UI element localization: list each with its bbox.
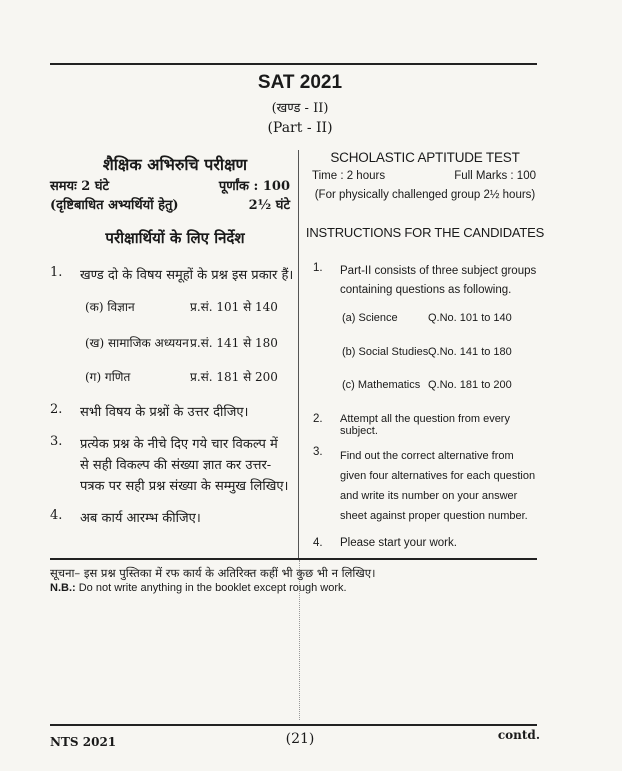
right-item-num: 2. — [313, 413, 323, 425]
right-item-num: 3. — [313, 446, 323, 458]
section-english: (Part - II) — [267, 120, 333, 136]
right-instr-heading: INSTRUCTIONS FOR THE CANDIDATES — [305, 225, 545, 240]
left-subject-range: प्र.सं. 181 से 200 — [190, 370, 278, 384]
left-subject-range: प्र.सं. 141 से 180 — [190, 336, 278, 350]
right-marks: Full Marks : 100 — [454, 170, 536, 182]
right-subject-name: (b) Social Studies — [342, 346, 429, 358]
right-item-text: Part-II consists of three subject groups containing questions as following. — [340, 265, 537, 296]
left-item-num: 3. — [50, 434, 63, 449]
right-item-text: Please start your work. — [340, 537, 457, 549]
left-heading: शैक्षिक अभिरुचि परीक्षण — [102, 155, 248, 174]
left-subject-name: (ग) गणित — [85, 370, 131, 384]
right-subject-range: Q.No. 181 to 200 — [428, 379, 512, 391]
footer-right: contd. — [497, 728, 540, 742]
page-title: SAT 2021 — [257, 72, 343, 93]
left-subject-name: (ख) सामाजिक अध्ययन — [85, 336, 189, 350]
right-item-text: Attempt all the question from every subject. — [340, 413, 510, 437]
right-item-num: 1. — [313, 262, 323, 274]
left-item-num: 1. — [50, 265, 63, 280]
note-hindi: सूचना– इस प्रश्न पुस्तिका में रफ कार्य के अतिरिक्त कहीं भी कुछ भी न लिखिए। — [50, 566, 376, 580]
left-extra-time: 2½ घंटे — [248, 198, 290, 213]
right-time: Time : 2 hours — [312, 170, 386, 182]
section-hindi: (खण्ड - II) — [271, 101, 329, 116]
left-item-num: 4. — [50, 508, 63, 523]
footer-left: NTS 2021 — [50, 735, 117, 749]
left-item-num: 2. — [50, 402, 63, 417]
left-item-text: सभी विषय के प्रश्नों के उत्तर दीजिए। — [80, 405, 249, 420]
right-extra-label: (For physically challenged group 2½ hours) — [314, 189, 536, 201]
left-item-text: खण्ड दो के विषय समूहों के प्रश्न इस प्रकार हैं। — [80, 268, 294, 283]
right-subject-name: (a) Science — [342, 312, 398, 324]
page-number: (21) — [285, 731, 315, 747]
left-item-text: अब कार्य आरम्भ कीजिए। — [80, 511, 201, 526]
right-heading: SCHOLASTIC APTITUDE TEST — [330, 150, 520, 165]
left-time: समयः 2 घंटे — [50, 179, 110, 194]
column-divider — [298, 150, 299, 560]
note-english-text: Do not write anything in the booklet except rough work. — [75, 582, 347, 594]
left-item-text: प्रत्येक प्रश्न के नीचे दिए गये चार विकल्प में से सही विकल्प की संख्या ज्ञात कर उत्तर-पत्रक पर सही प्रश्न संख्या के सम्मुख लिखिए। — [80, 437, 289, 494]
note-english-label: N.B.: — [50, 582, 76, 594]
left-subject-range: प्र.सं. 101 से 140 — [190, 300, 278, 314]
left-extra-label: (दृष्टिबाधित अभ्यर्थियों हेतु) — [50, 198, 179, 213]
footer-rule — [50, 724, 537, 726]
top-rule — [50, 63, 537, 65]
right-item-num: 4. — [313, 537, 323, 549]
columns-bottom-rule — [50, 558, 537, 560]
left-subject-name: (क) विज्ञान — [85, 300, 135, 314]
note-english — [50, 582, 347, 594]
left-marks: पूर्णांक : 100 — [218, 179, 290, 194]
left-instr-heading: परीक्षार्थियों के लिए निर्देश — [105, 229, 245, 247]
right-subject-name: (c) Mathematics — [342, 379, 421, 391]
right-subject-range: Q.No. 141 to 180 — [428, 346, 512, 358]
right-subject-range: Q.No. 101 to 140 — [428, 312, 512, 324]
right-item-text: Find out the correct alternative from given four alternatives for each question and write its number on your answer sheet against proper question number. — [340, 450, 536, 522]
